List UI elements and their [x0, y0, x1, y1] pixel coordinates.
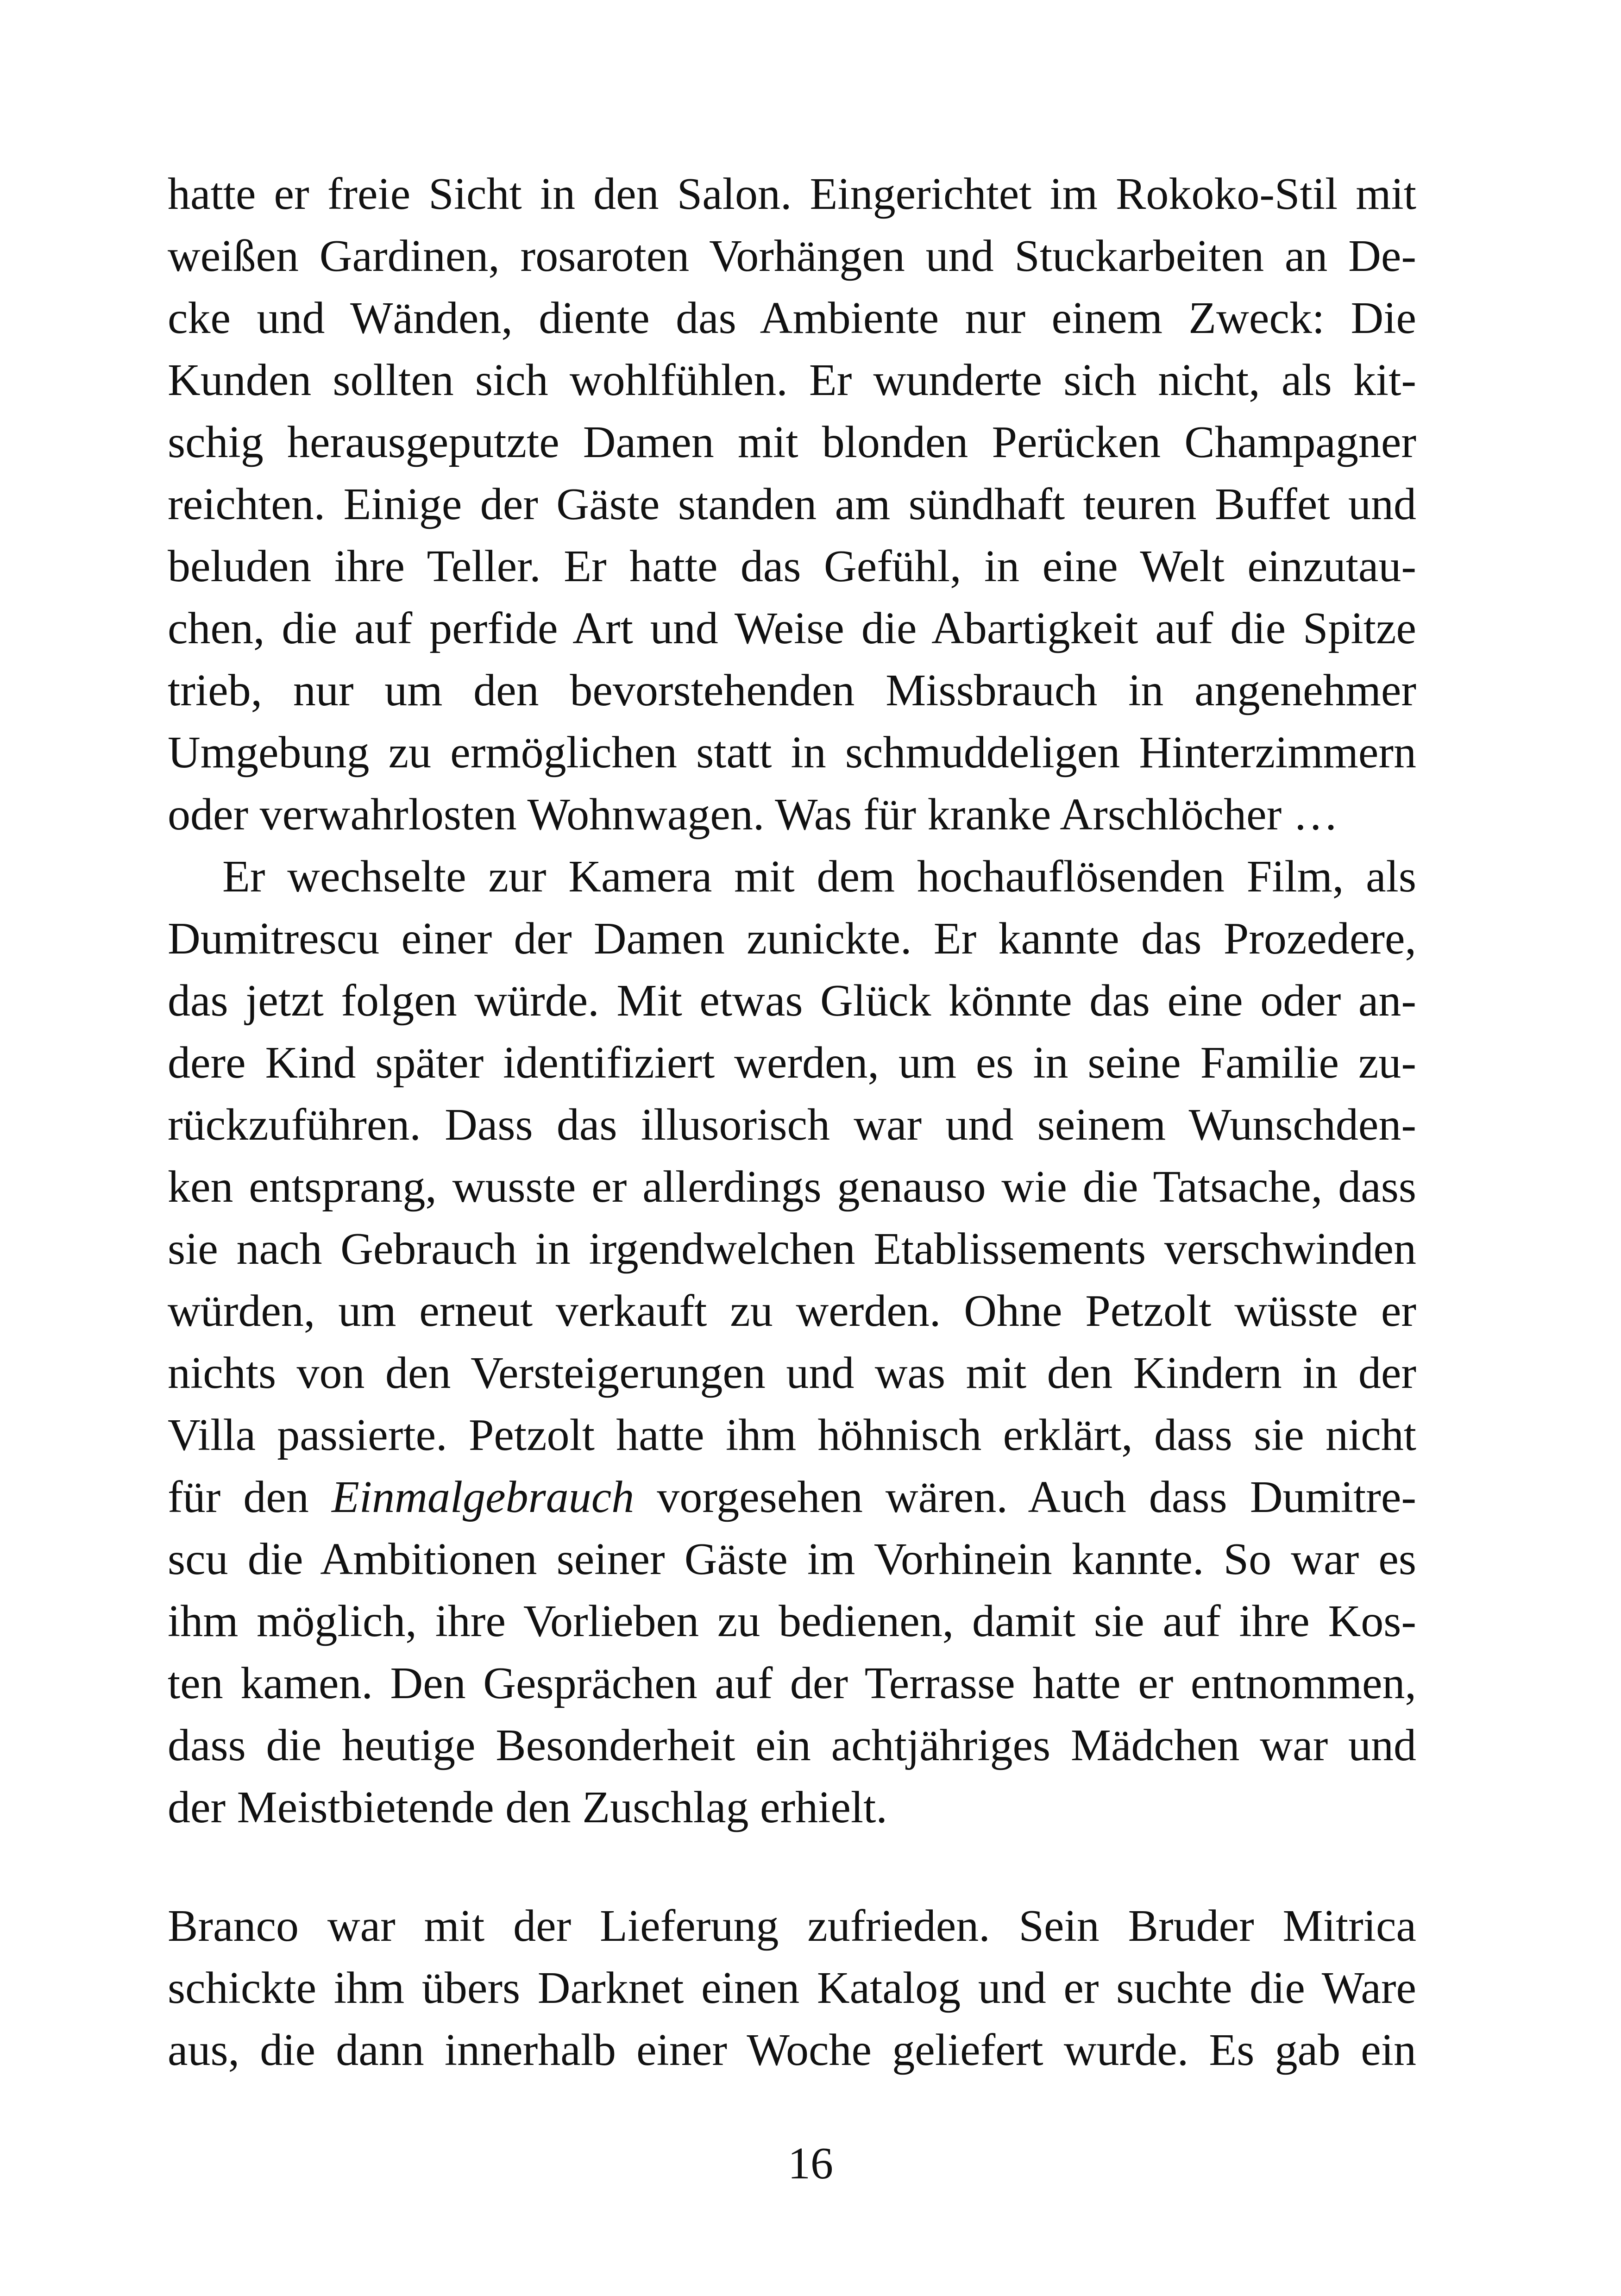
- text-line: oder verwahrlosten Wohnwagen. Was für kranke Arschlöcher …: [168, 790, 1338, 840]
- text-line: chen, die auf perfide Art und Weise die Abartigkeit auf die Spitze: [168, 603, 1416, 653]
- text-line: ken entsprang, wusste er allerdings genauso wie die Tatsache, dass: [168, 1162, 1416, 1212]
- text-line: ihm möglich, ihre Vorlieben zu bedienen, damit sie auf ihre Kos-: [168, 1596, 1416, 1646]
- text-line: cke und Wänden, diente das Ambiente nur einem Zweck: Die: [168, 293, 1416, 343]
- text-line: Villa passierte. Petzolt hatte ihm höhnisch erklärt, dass sie nicht: [168, 1410, 1416, 1460]
- text-line: Umgebung zu ermöglichen statt in schmuddeligen Hinterzimmern: [168, 728, 1416, 778]
- text-line: aus, die dann innerhalb einer Woche geliefert wurde. Es gab ein: [168, 2025, 1416, 2075]
- text-line: Kunden sollten sich wohlfühlen. Er wunderte sich nicht, als kit-: [168, 355, 1416, 405]
- text-line: rückzuführen. Dass das illusorisch war und seinem Wunschden-: [168, 1100, 1416, 1150]
- text-line: trieb, nur um den bevorstehenden Missbrauch in angenehmer: [168, 665, 1416, 715]
- text-line: weißen Gardinen, rosaroten Vorhängen und Stuckarbeiten an De-: [168, 231, 1416, 281]
- text-line: Er wechselte zur Kamera mit dem hochauflösenden Film, als: [222, 852, 1416, 902]
- text-line: sie nach Gebrauch in irgendwelchen Etablissements verschwinden: [168, 1224, 1416, 1274]
- text-line: schig herausgeputzte Damen mit blonden Perücken Champagner: [168, 417, 1416, 467]
- text-line: Branco war mit der Lieferung zufrieden. Sein Bruder Mitrica: [168, 1901, 1416, 1951]
- text-line: der Meistbietende den Zuschlag erhielt.: [168, 1782, 887, 1832]
- text-line: nichts von den Versteigerungen und was mit den Kindern in der: [168, 1348, 1416, 1398]
- section-text: [168, 1895, 1416, 2081]
- text-segment: vorgesehen wären. Auch dass Dumitre-: [634, 1472, 1416, 1522]
- text-line: beluden ihre Teller. Er hatte das Gefühl, in eine Welt einzutau-: [168, 541, 1416, 591]
- text-line: das jetzt folgen würde. Mit etwas Glück könnte das eine oder an-: [168, 976, 1416, 1026]
- text-line: reichten. Einige der Gäste standen am sündhaft teuren Buffet und: [168, 479, 1416, 529]
- text-line: schickte ihm übers Darknet einen Katalog und er suchte die Ware: [168, 1963, 1416, 2013]
- text-line: dere Kind später identifiziert werden, um es in seine Familie zu-: [168, 1038, 1416, 1088]
- text-segment: für den: [168, 1472, 332, 1522]
- text-line: ten kamen. Den Gesprächen auf der Terrasse hatte er entnommen,: [168, 1658, 1416, 1708]
- text-line: hatte er freie Sicht in den Salon. Eingerichtet im Rokoko-Stil mit: [168, 169, 1416, 219]
- text-line-with-italic: [168, 1466, 1416, 1528]
- text-line: Dumitrescu einer der Damen zunickte. Er kannte das Prozedere,: [168, 914, 1416, 964]
- text-line: scu die Ambitionen seiner Gäste im Vorhinein kannte. So war es: [168, 1534, 1416, 1584]
- text-line: würden, um erneut verkauft zu werden. Ohne Petzolt wüsste er: [168, 1286, 1416, 1336]
- main-text: [168, 163, 1416, 1838]
- italic-word: Einmalgebrauch: [331, 1472, 635, 1522]
- text-line: dass die heutige Besonderheit ein achtjähriges Mädchen war und: [168, 1720, 1416, 1770]
- page-number: 16: [788, 2139, 833, 2189]
